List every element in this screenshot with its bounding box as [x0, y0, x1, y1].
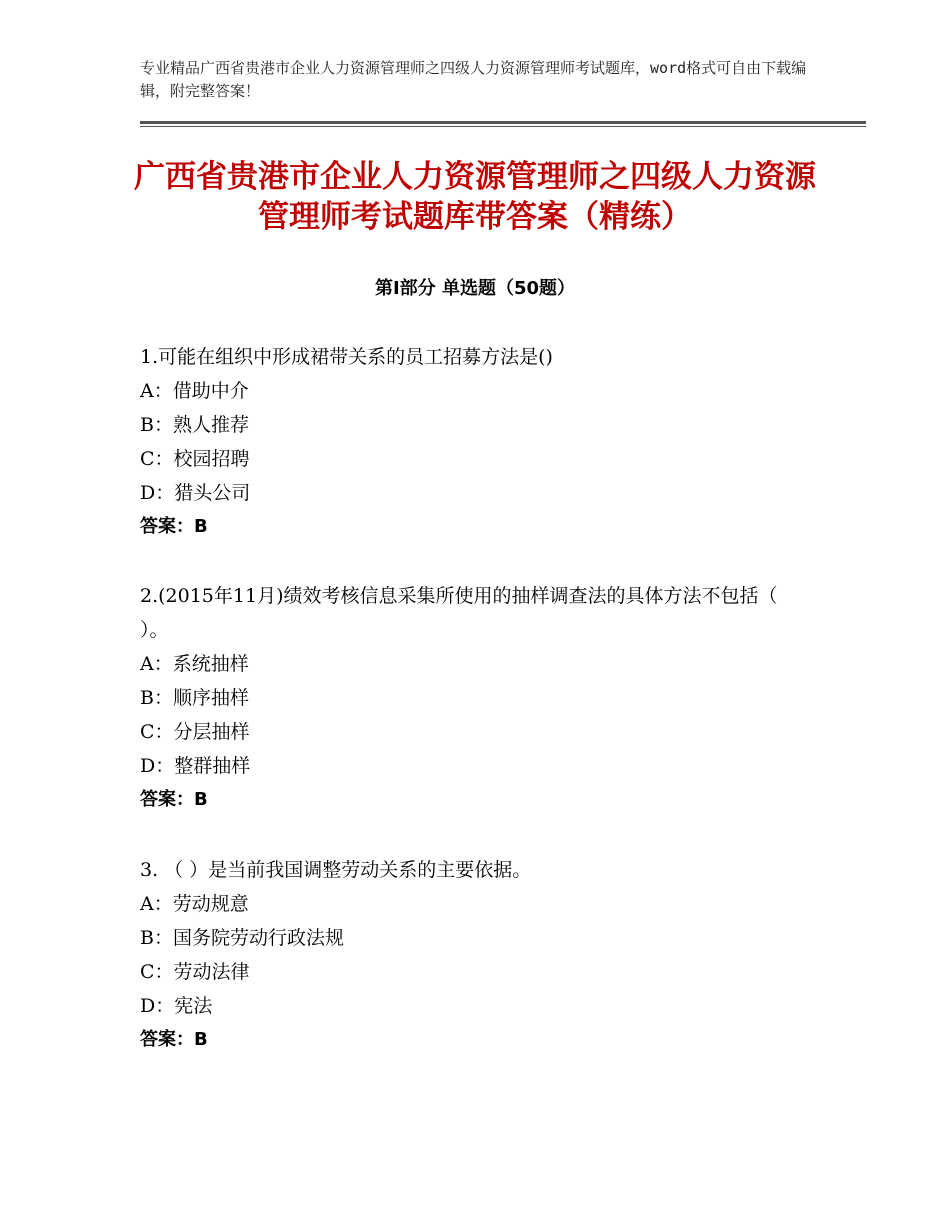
option-c: C：分层抽样	[140, 721, 250, 743]
header-note: 专业精品广西省贵港市企业人力资源管理师之四级人力资源管理师考试题库，word格式可自由下载编辑，附完整答案！	[140, 59, 807, 100]
option-c: C：劳动法律	[140, 961, 250, 983]
option-d: D：猎头公司	[140, 482, 251, 504]
answer: 答案：B	[140, 1029, 208, 1050]
answer: 答案：B	[140, 516, 208, 537]
option-c: C：校园招聘	[140, 448, 250, 470]
question-stem: 1.可能在组织中形成裙带关系的员工招募方法是()	[140, 346, 553, 368]
option-b: B：国务院劳动行政法规	[140, 927, 344, 949]
question-2	[140, 579, 810, 817]
option-a: A：借助中介	[140, 380, 249, 402]
question-1	[140, 340, 810, 544]
document-title: 广西省贵港市企业人力资源管理师之四级人力资源管理师考试题库带答案（精练）	[134, 159, 816, 235]
answer: 答案：B	[140, 789, 208, 810]
option-d: D：整群抽样	[140, 755, 251, 777]
section-heading: 第Ⅰ部分 单选题（50题）	[374, 278, 575, 299]
question-stem: 3. （ ）是当前我国调整劳动关系的主要依据。	[140, 859, 532, 881]
header-divider-thin	[140, 126, 866, 127]
option-b: B：顺序抽样	[140, 687, 249, 709]
option-a: A：系统抽样	[140, 653, 249, 675]
question-3	[140, 853, 810, 1057]
question-stem: 2.(2015年11月)绩效考核信息采集所使用的抽样调查法的具体方法不包括（ ）。	[140, 585, 778, 641]
header-divider-thick	[140, 121, 866, 124]
option-a: A：劳动规意	[140, 893, 249, 915]
option-d: D：宪法	[140, 995, 213, 1017]
option-b: B：熟人推荐	[140, 414, 249, 436]
